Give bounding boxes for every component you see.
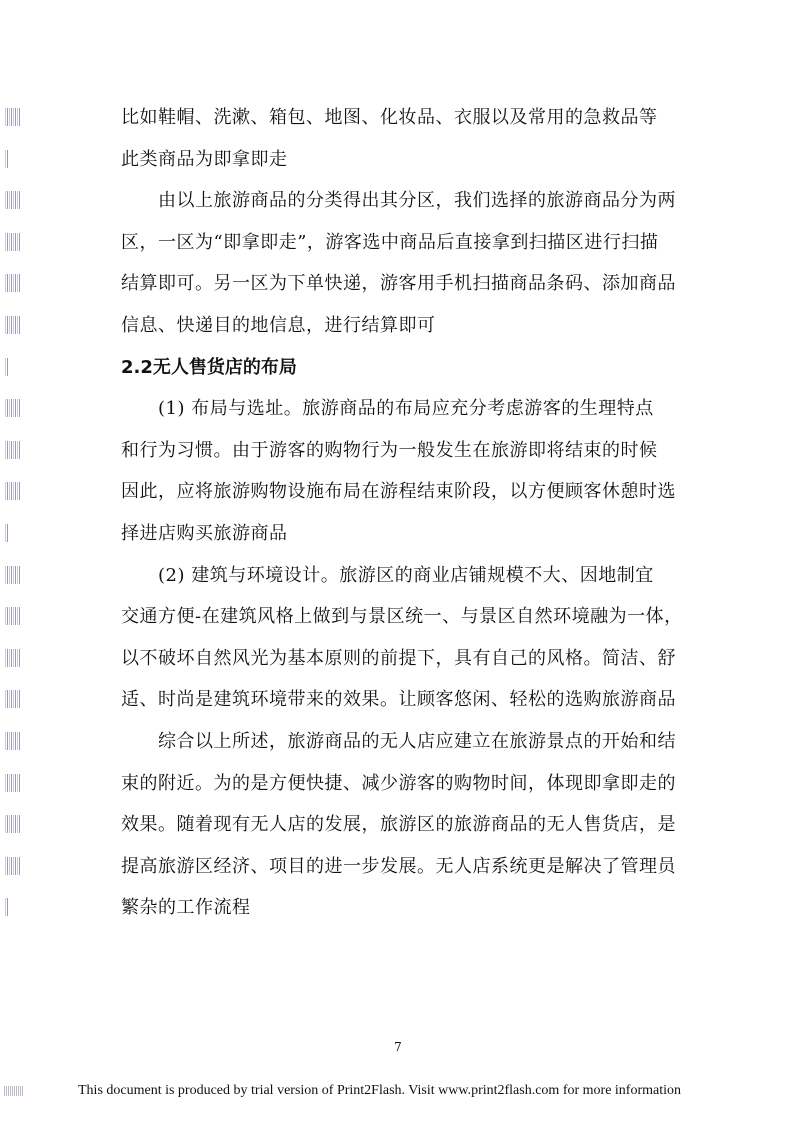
margin-marker [5, 399, 21, 417]
margin-marker [5, 774, 21, 792]
body-text-line: (2) 建筑与环境设计。旅游区的商业店铺规模不大、因地制宜 [158, 565, 654, 586]
footer-marker [4, 1086, 24, 1096]
section-heading: 2.2无人售货店的布局 [121, 357, 297, 378]
trial-footer: This document is produced by trial version of Print2Flash. Visit www.print2flash.com for more information [78, 1083, 682, 1098]
body-text-line: 适、时尚是建筑环境带来的效果。让顾客悠闲、轻松的选购旅游商品 [121, 689, 676, 710]
margin-marker [5, 649, 21, 667]
body-text-line: 提高旅游区经济、项目的进一步发展。无人店系统更是解决了管理员 [121, 856, 676, 877]
body-text-line: 交通方便-在建筑风格上做到与景区统一、与景区自然环境融为一体， [121, 606, 683, 627]
margin-marker [5, 441, 21, 459]
body-text-line: 以不破坏自然风光为基本原则的前提下，具有自己的风格。简洁、舒 [121, 648, 676, 669]
body-text-line: 繁杂的工作流程 [121, 897, 251, 918]
margin-marker [5, 358, 9, 376]
body-text-line: 由以上旅游商品的分类得出其分区，我们选择的旅游商品分为两 [158, 190, 676, 211]
margin-marker [5, 857, 21, 875]
body-text-line: 束的附近。为的是方便快捷、减少游客的购物时间，体现即拿即走的 [121, 773, 676, 794]
body-text-line: 综合以上所述，旅游商品的无人店应建立在旅游景点的开始和结 [158, 731, 676, 752]
margin-marker [5, 566, 21, 584]
margin-marker [5, 690, 21, 708]
margin-marker [5, 316, 21, 334]
body-text-line: 结算即可。另一区为下单快递，游客用手机扫描商品条码、添加商品 [121, 273, 676, 294]
body-text-line: 效果。随着现有无人店的发展，旅游区的旅游商品的无人售货店，是 [121, 814, 676, 835]
margin-marker [5, 150, 9, 168]
body-text-line: 择进店购买旅游商品 [121, 523, 288, 544]
body-text-line: 此类商品为即拿即走 [121, 149, 288, 170]
margin-marker [5, 898, 9, 916]
margin-marker [5, 108, 21, 126]
margin-marker [5, 524, 9, 542]
margin-marker [5, 233, 21, 251]
body-text-line: 信息、快递目的地信息，进行结算即可 [121, 315, 436, 336]
body-text-line: 比如鞋帽、洗漱、箱包、地图、化妆品、衣服以及常用的急救品等 [121, 107, 658, 128]
body-text-line: 和行为习惯。由于游客的购物行为一般发生在旅游即将结束的时候 [121, 440, 658, 461]
body-text-line: 区，一区为“即拿即走”，游客选中商品后直接拿到扫描区进行扫描 [121, 232, 659, 253]
margin-marker [5, 815, 21, 833]
margin-marker [5, 191, 21, 209]
margin-marker [5, 274, 21, 292]
body-text-line: 因此，应将旅游购物设施布局在游程结束阶段，以方便顾客休憩时选 [121, 481, 676, 502]
margin-marker [5, 482, 21, 500]
margin-marker [5, 607, 21, 625]
body-text-line: (1) 布局与选址。旅游商品的布局应充分考虑游客的生理特点 [158, 398, 654, 419]
page-number: 7 [394, 1040, 402, 1054]
margin-marker [5, 732, 21, 750]
